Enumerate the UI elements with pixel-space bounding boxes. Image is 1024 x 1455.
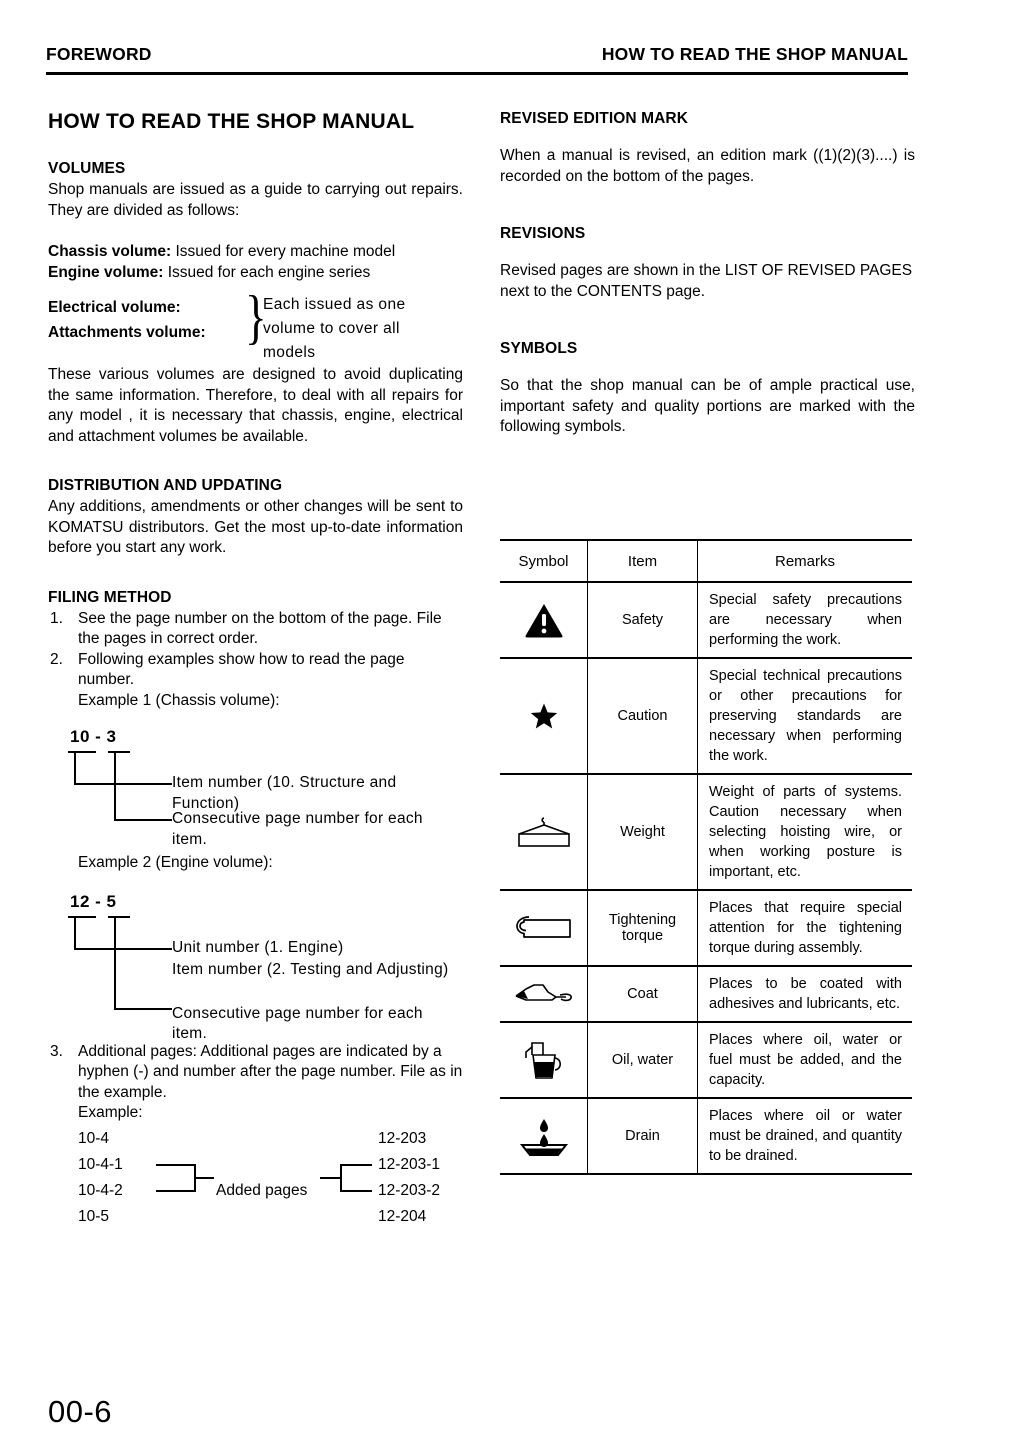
added-pages-label: Added pages <box>216 1181 308 1199</box>
combined-volumes-labels <box>48 295 206 345</box>
header-divider <box>46 72 908 75</box>
item-cell-weight: Weight <box>588 774 698 890</box>
remarks-cell-drain: Places where oil or water must be drained, and quantity to be drained. <box>698 1098 913 1174</box>
filing-item-3 <box>48 1042 463 1124</box>
item-label-tightening-torque: Tightening torque <box>608 912 677 944</box>
table-row <box>500 966 912 1022</box>
added-pages-example <box>48 1126 463 1234</box>
example-1-caption: Example 1 (Chassis volume): <box>78 691 280 709</box>
added-right-arm-bottom <box>340 1190 372 1192</box>
example-2-consecutive-label: Consecutive page number for each item. <box>172 1004 423 1042</box>
example-2-leader-2-vertical <box>114 916 116 1010</box>
header-right-title: HOW TO READ THE SHOP MANUAL <box>601 44 908 64</box>
heading-volumes: VOLUMES <box>48 160 126 177</box>
symbol-cell-weight <box>500 774 588 890</box>
distribution-text: Any additions, amendments or other changes will be sent to KOMATSU distributors. Get the most up-to-date information before you start any work. <box>48 498 463 556</box>
example-1-leader-2-horizontal <box>114 819 172 821</box>
remarks-cell-oil-water: Places where oil, water or fuel must be added, and the capacity. <box>698 1022 913 1098</box>
volumes-closing: These various volumes are designed to avoid duplicating the same information. Therefore, to deal with all repairs for any model , it is necessary that chassis, engine, electrical and attachment volumes be available. <box>48 366 463 445</box>
combined-volumes-note <box>263 293 463 365</box>
table-row <box>500 658 912 774</box>
example-3-caption: Example: <box>78 1104 143 1121</box>
left-page-4: 10-5 <box>78 1207 110 1225</box>
revised-edition-text: When a manual is revised, an edition mark ((1)(2)(3)....) is recorded on the bottom of the pages. <box>500 147 915 185</box>
example-1-leader-2-vertical <box>114 751 116 821</box>
item-cell-safety: Safety <box>588 582 698 658</box>
oil-can-icon <box>500 1038 587 1082</box>
symbol-cell-oil-water <box>500 1022 588 1098</box>
symbol-cell-coat <box>500 966 588 1022</box>
attachments-volume-label: Attachments volume: <box>48 324 206 341</box>
example-2-leader-1-horizontal <box>74 948 172 950</box>
page-number: 00-6 <box>48 1394 113 1429</box>
filing-method-list-continued <box>48 1042 463 1124</box>
column-header-item: Item <box>588 540 698 582</box>
added-right-spine <box>340 1164 342 1192</box>
added-left-arm-bottom <box>156 1190 196 1192</box>
combined-note-line-1: Each issued as one <box>263 296 406 313</box>
chassis-volume-label: Chassis volume: <box>48 243 172 260</box>
star-icon <box>500 701 587 731</box>
curly-brace-icon: } <box>245 284 267 350</box>
right-page-4: 12-204 <box>378 1207 427 1225</box>
filing-item-3-text: Additional pages: Additional pages are indicated by a hyphen (-) and number after the page number. File as in the example. <box>78 1042 463 1101</box>
engine-volume-line <box>48 262 463 283</box>
left-page-2: 10-4-1 <box>78 1155 123 1173</box>
warning-triangle-icon <box>500 601 587 639</box>
item-cell-caution: Caution <box>588 658 698 774</box>
example-2-item-number-label: Item number (2. Testing and Adjusting) <box>172 960 449 978</box>
combined-volumes-group <box>48 284 463 365</box>
wrench-icon <box>500 911 587 945</box>
remarks-cell-tightening-torque: Places that require special attention for the tightening torque during assembly. <box>698 890 913 966</box>
symbol-cell-safety <box>500 582 588 658</box>
symbols-table-header-row <box>500 540 912 582</box>
column-header-remarks: Remarks <box>698 540 913 582</box>
table-row <box>500 582 912 658</box>
example-1-diagram <box>48 727 463 853</box>
heading-symbols: SYMBOLS <box>500 340 578 357</box>
added-left-stem <box>194 1177 214 1179</box>
header-left-title: FOREWORD <box>46 44 152 64</box>
example-2-underline-unit <box>68 916 96 918</box>
table-row <box>500 1022 912 1098</box>
heading-filing-method: FILING METHOD <box>48 588 172 606</box>
filing-item-1-number: 1. <box>50 609 63 627</box>
volumes-intro: Shop manuals are issued as a guide to carrying out repairs. They are divided as follows: <box>48 181 463 219</box>
filing-item-2 <box>48 650 463 712</box>
example-2-leader-1-vertical <box>74 916 76 950</box>
symbol-cell-drain <box>500 1098 588 1174</box>
symbols-table <box>500 539 912 1175</box>
item-cell-tightening-torque <box>588 890 698 966</box>
filing-item-2-text: Following examples show how to read the page number. <box>78 650 405 688</box>
example-1-underline-unit <box>68 751 96 753</box>
example-1-consecutive-label: Consecutive page number for each item. <box>172 810 423 848</box>
table-row <box>500 774 912 890</box>
left-column <box>48 110 463 1234</box>
engine-volume-text: Issued for each engine series <box>163 264 371 281</box>
example-1-leader-1-horizontal <box>74 783 172 785</box>
electrical-volume-label: Electrical volume: <box>48 299 181 316</box>
example-2-unit-number-label: Unit number (1. Engine) <box>172 938 344 956</box>
example-2-diagram <box>48 892 463 1042</box>
right-column <box>500 110 915 438</box>
symbol-cell-caution <box>500 658 588 774</box>
right-page-3: 12-203-2 <box>378 1181 441 1199</box>
filing-method-list <box>48 609 463 712</box>
remarks-cell-coat: Places to be coated with adhesives and lubricants, etc. <box>698 966 913 1022</box>
filing-item-2-number: 2. <box>50 650 63 668</box>
hoisted-load-icon <box>500 812 587 852</box>
remarks-cell-weight: Weight of parts of systems. Caution necessary when selecting hoisting wire, or when working posture is important, etc. <box>698 774 913 890</box>
example-1-item-number-label: Item number (10. Structure and Function) <box>172 774 397 812</box>
remarks-cell-caution: Special technical precautions or other precautions for preserving standards are necessary when performing the work. <box>698 658 913 774</box>
added-right-stem <box>320 1177 342 1179</box>
symbols-text: So that the shop manual can be of ample practical use, important safety and quality portions are marked with the following symbols. <box>500 377 915 435</box>
drain-pan-icon <box>500 1115 587 1157</box>
item-cell-drain: Drain <box>588 1098 698 1174</box>
item-cell-oil-water: Oil, water <box>588 1022 698 1098</box>
left-page-1: 10-4 <box>78 1129 110 1147</box>
table-row <box>500 1098 912 1174</box>
example-2-leader-2-horizontal <box>114 1008 172 1010</box>
added-left-arm-top <box>156 1164 196 1166</box>
engine-volume-label: Engine volume: <box>48 264 164 281</box>
running-header <box>46 44 908 65</box>
remarks-cell-safety: Special safety precautions are necessary when performing the work. <box>698 582 913 658</box>
left-page-3: 10-4-2 <box>78 1181 123 1199</box>
example-2-underline-page <box>108 916 130 918</box>
heading-revisions: REVISIONS <box>500 225 586 242</box>
example-1-underline-page <box>108 751 130 753</box>
chassis-volume-text: Issued for every machine model <box>171 243 396 260</box>
heading-distribution: DISTRIBUTION AND UPDATING <box>48 477 283 494</box>
grease-gun-icon <box>500 978 587 1010</box>
example-1-leader-1-vertical <box>74 751 76 785</box>
chassis-volume-line <box>48 241 463 262</box>
filing-item-1 <box>48 609 463 650</box>
heading-revised-edition-mark: REVISED EDITION MARK <box>500 110 689 127</box>
filing-item-3-number: 3. <box>50 1042 63 1060</box>
page-title: HOW TO READ THE SHOP MANUAL <box>48 110 415 133</box>
item-cell-coat: Coat <box>588 966 698 1022</box>
added-right-arm-top <box>340 1164 372 1166</box>
example-2-page-number: 12 - 5 <box>70 891 117 911</box>
column-header-symbol: Symbol <box>500 540 588 582</box>
table-row <box>500 890 912 966</box>
combined-note-line-3: models <box>263 344 316 361</box>
revisions-text: Revised pages are shown in the LIST OF REVISED PAGES next to the CONTENTS page. <box>500 262 913 300</box>
right-page-2: 12-203-1 <box>378 1155 441 1173</box>
right-page-1: 12-203 <box>378 1129 427 1147</box>
example-2-caption: Example 2 (Engine volume): <box>78 854 273 871</box>
combined-note-line-2: volume to cover all <box>263 320 400 337</box>
example-1-page-number: 10 - 3 <box>70 727 117 746</box>
filing-item-1-text: See the page number on the bottom of the page. File the pages in correct order. <box>78 609 442 647</box>
symbol-cell-tightening-torque <box>500 890 588 966</box>
